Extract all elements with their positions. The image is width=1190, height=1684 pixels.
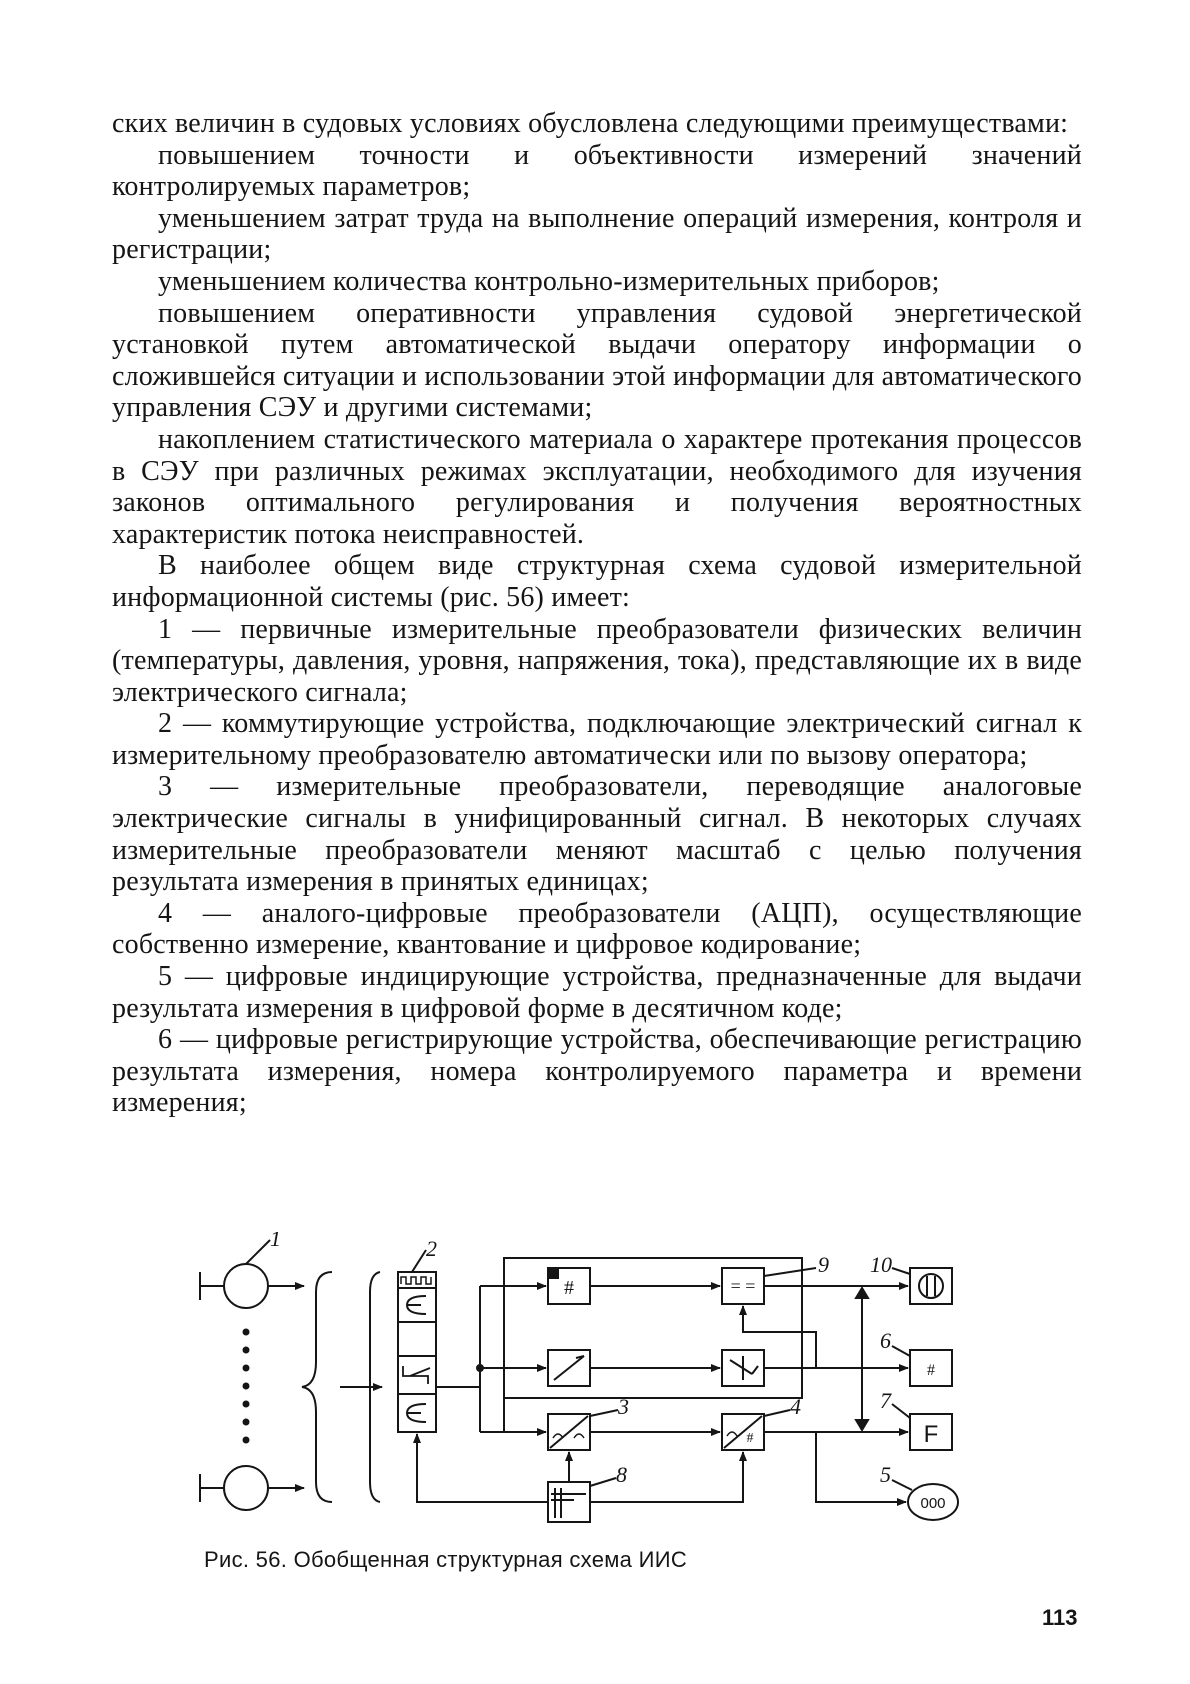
commutator-block: [398, 1272, 436, 1432]
figure-caption: Рис. 56. Обобщенная структурная схема ИИС: [204, 1547, 688, 1572]
label-5: 5: [880, 1462, 891, 1487]
list-item: 1 — первичные измерительные преобразователи физических величин (температуры, давления, уровня, напряжения, тока), представляющие их в виде электрического сигнала;: [112, 613, 1082, 708]
printer-f-symbol: F: [923, 1421, 939, 1448]
label-10: 10: [870, 1252, 892, 1277]
label-9: 9: [818, 1252, 829, 1277]
display-digits: 000: [920, 1495, 946, 1512]
structure-diagram: [190, 1232, 1050, 1542]
equals-symbol: = =: [730, 1276, 756, 1296]
list-item: 6 — цифровые регистрирующие устройства, обеспечивающие регистрацию результата измерения, номера контролируемого параметра и времени измерения;: [112, 1024, 1082, 1119]
list-item: 3 — измерительные преобразователи, переводящие аналоговые электрические сигналы в унифицированный сигнал. В некоторых случаях измерительные преобразователи меняют масштаб с целью получения результата измерения в принятых единицах;: [112, 771, 1082, 898]
switch-block: [722, 1350, 764, 1386]
leader-9: [764, 1268, 816, 1276]
label-4: 4: [790, 1394, 801, 1419]
leader-1: [246, 1240, 270, 1264]
line-to-display-5: [816, 1432, 906, 1502]
hash-symbol: #: [564, 1277, 574, 1299]
list-item: 4 — аналого-цифровые преобразователи (АЦП), осуществляющие собственно измерение, квантование и цифровое кодирование;: [112, 897, 1082, 961]
list-item: 5 — цифровые индицирующие устройства, предназначенные для выдачи результата измерения в цифровой форме в десятичном коде;: [112, 961, 1082, 1024]
page-number: 113: [1042, 1605, 1078, 1630]
label-1: 1: [270, 1232, 281, 1251]
brace: [302, 1272, 332, 1502]
paragraph: ских величин в судовых условиях обусловлена следующими преимуществами:: [112, 108, 1069, 139]
feedback-line: [743, 1306, 816, 1368]
leader-8: [590, 1478, 616, 1486]
adc-block: [722, 1414, 764, 1450]
control-to-adc: [590, 1452, 743, 1502]
label-7: 7: [880, 1388, 891, 1413]
control-to-commutator: [417, 1434, 548, 1502]
paragraph: накоплением статистического материала о характере протекания процессов в СЭУ при различных режимах эксплуатации, необходимого для изучения законов оптимального регулирования и получения вероятностных характеристик потока неисправностей.: [112, 423, 1082, 550]
leader-3: [590, 1410, 618, 1416]
label-8: 8: [616, 1462, 627, 1487]
paragraph: уменьшением затрат труда на выполнение операций измерения, контроля и регистрации;: [112, 202, 1082, 266]
paragraph: повышением оперативности управления судовой энергетической установкой путем автоматической выдачи оператору информации о сложившейся ситуации и использовании этой информации для автоматического управления СЭУ и другими системами;: [112, 297, 1083, 424]
paragraph: уменьшением количества контрольно-измерительных приборов;: [158, 265, 940, 297]
sensor-bottom: [200, 1466, 304, 1510]
adc-hash-symbol: #: [746, 1431, 754, 1446]
sensor-dots: [243, 1329, 250, 1444]
paragraph: повышением точности и объективности измерений значений контролируемых параметров;: [112, 139, 1082, 203]
sensor-top: [200, 1264, 304, 1308]
register-hash-symbol: #: [927, 1362, 935, 1379]
label-6: 6: [880, 1328, 891, 1353]
leader-4: [764, 1410, 790, 1416]
indicator-block-10: [910, 1268, 952, 1304]
scaler-block: [548, 1350, 590, 1386]
converter-block: [548, 1414, 590, 1450]
leader-7: [892, 1404, 910, 1418]
label-2: 2: [426, 1236, 437, 1261]
body-text: [112, 108, 1082, 1119]
leader-10: [892, 1268, 910, 1274]
label-3: 3: [618, 1394, 629, 1419]
junction: [477, 1365, 483, 1371]
paragraph: В наиболее общем виде структурная схема судовой измерительной информационной системы (рис. 56) имеет:: [112, 550, 1082, 613]
leader-6: [892, 1346, 910, 1356]
control-block: [548, 1482, 590, 1522]
leader-2: [412, 1250, 426, 1272]
leader-5: [892, 1480, 912, 1490]
list-item: 2 — коммутирующие устройства, подключающие электрический сигнал к измерительному преобразователю автоматически или по вызову оператора;: [112, 708, 1082, 771]
